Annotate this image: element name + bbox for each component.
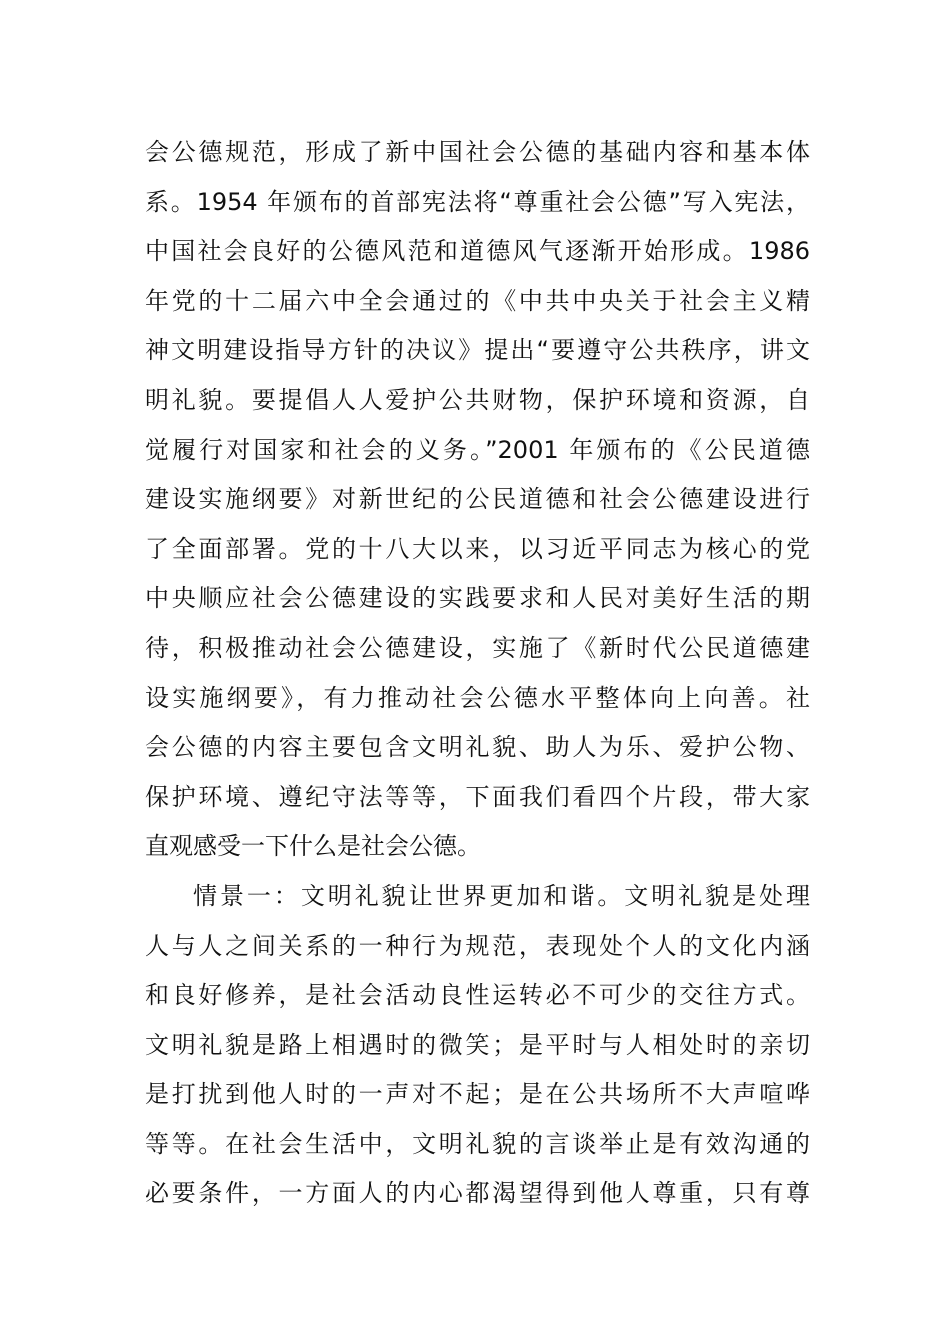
text-line: 了全面部署。党的十八大以来，以习近平同志为核心的党 xyxy=(145,534,810,563)
text-line: 必要条件，一方面人的内心都渴望得到他人尊重，只有尊 xyxy=(145,1179,810,1208)
text-line: 建设实施纲要》对新世纪的公民道德和社会公德建设进行 xyxy=(145,485,810,514)
text-line: 保护环境、遵纪守法等等，下面我们看四个片段，带大家 xyxy=(145,782,810,811)
text-line: 系。1954 年颁布的首部宪法将“尊重社会公德”写入宪法， xyxy=(145,187,810,216)
text-line: 年党的十二届六中全会通过的《中共中央关于社会主义精 xyxy=(145,286,810,315)
text-line: 神文明建设指导方针的决议》提出“要遵守公共秩序，讲文 xyxy=(145,336,810,365)
text-line: 会公德的内容主要包含文明礼貌、助人为乐、爱护公物、 xyxy=(145,733,810,762)
body-text xyxy=(145,128,810,1219)
text-line: 会公德规范，形成了新中国社会公德的基础内容和基本体 xyxy=(145,138,810,166)
text-line: 是打扰到他人时的一声对不起；是在公共场所不大声喧哗 xyxy=(145,1080,810,1109)
text-line: 直观感受一下什么是社会公德。 xyxy=(145,832,481,861)
text-line: 文明礼貌是路上相遇时的微笑；是平时与人相处时的亲切 xyxy=(145,1030,810,1059)
text-line: 人与人之间关系的一种行为规范，表现处个人的文化内涵 xyxy=(145,931,810,960)
text-line: 待，积极推动社会公德建设，实施了《新时代公民道德建 xyxy=(145,633,810,662)
text-line: 中央顺应社会公德建设的实践要求和人民对美好生活的期 xyxy=(145,584,810,613)
text-line: 中国社会良好的公德风范和道德风气逐渐开始形成。1986 xyxy=(145,237,810,266)
text-line: 和良好修养，是社会活动良性运转必不可少的交往方式。 xyxy=(145,981,810,1010)
text-line: 设实施纲要》，有力推动社会公德水平整体向上向善。社 xyxy=(145,683,810,712)
text-line: 觉履行对国家和社会的义务。”2001 年颁布的《公民道德 xyxy=(145,435,810,464)
text-line: 情景一：文明礼貌让世界更加和谐。文明礼貌是处理 xyxy=(193,881,810,910)
text-line: 等等。在社会生活中，文明礼貌的言谈举止是有效沟通的 xyxy=(145,1129,810,1158)
text-line: 明礼貌。要提倡人人爱护公共财物，保护环境和资源，自 xyxy=(145,385,810,414)
